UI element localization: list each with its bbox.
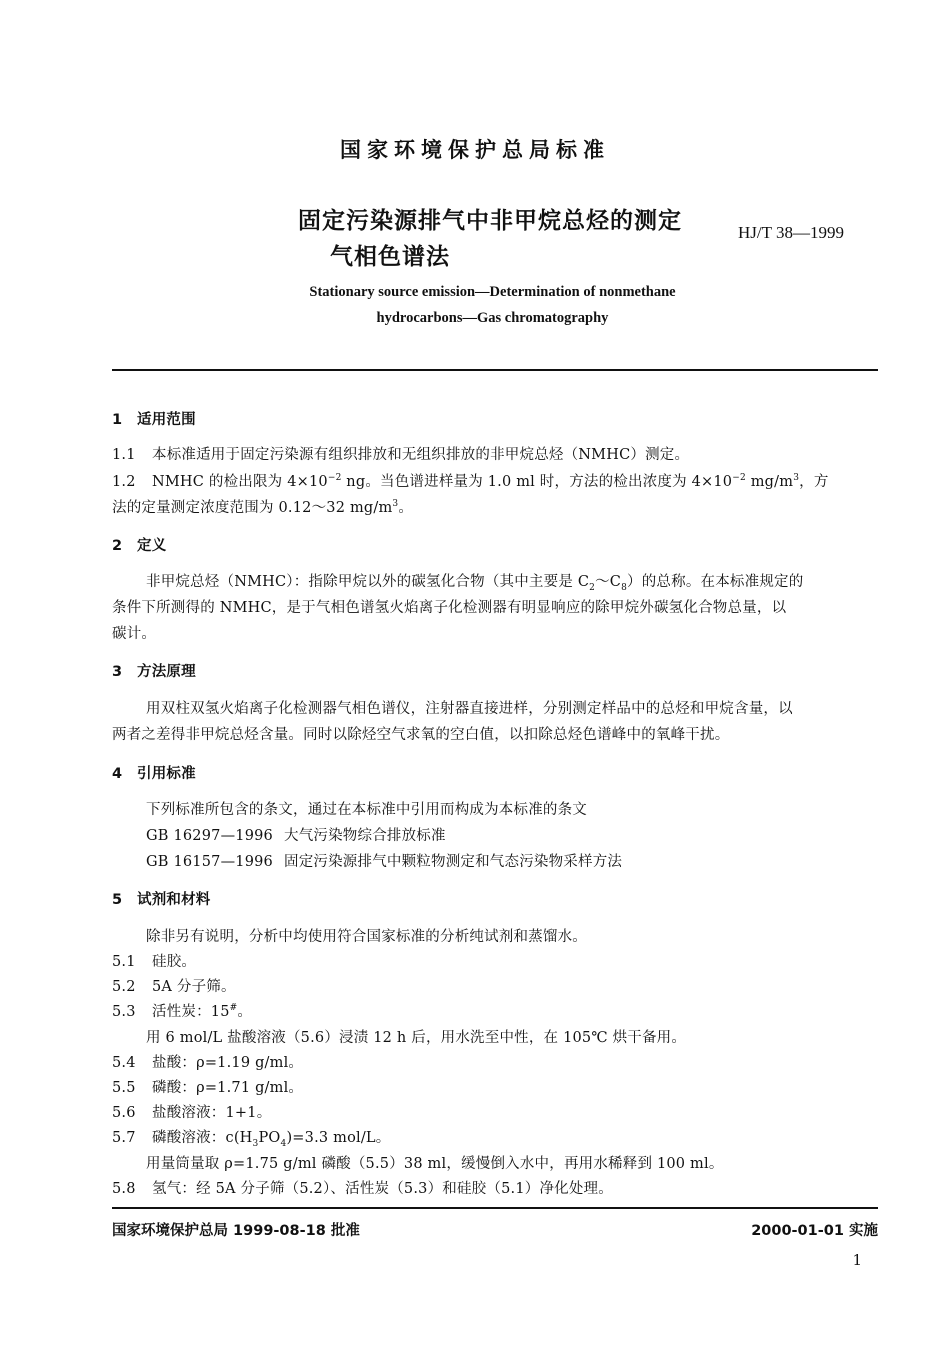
item-text: 磷酸：ρ=1.71 g/ml。 xyxy=(152,1080,304,1096)
clause-1-2 xyxy=(112,470,829,491)
definition-line3: 碳计。 xyxy=(112,626,157,642)
header-divider xyxy=(112,369,878,371)
definition-text: ）的总称。在本标准规定的 xyxy=(627,574,804,590)
subscript: 8 xyxy=(621,582,628,593)
principle-line1: 用双柱双氢火焰离子化检测器气相色谱仪，注射器直接进样，分别测定样品中的总烃和甲烷含量，以 xyxy=(146,701,793,717)
item-text: 硅胶。 xyxy=(152,954,197,970)
subscript: 2 xyxy=(589,582,596,593)
definition-line2: 条件下所测得的 NMHC，是于气相色谱氢火焰离子化检测器有明显响应的除甲烷外碳氢化合物总量，以 xyxy=(112,600,787,616)
reagents-intro: 除非另有说明，分析中均使用符合国家标准的分析纯试剂和蒸馏水。 xyxy=(146,929,587,945)
english-title-line1: Stationary source emission—Determination of nonmethane xyxy=(309,284,676,300)
reagent-item xyxy=(112,1177,613,1198)
clause-number: 1.1 xyxy=(112,447,136,463)
reagent-note: 用 6 mol/L 盐酸溶液（5.6）浸渍 12 h 后，用水洗至中性，在 105℃ 烘干备用。 xyxy=(146,1030,687,1046)
reagent-note: 用量筒量取 ρ=1.75 g/ml 磷酸（5.5）38 ml，缓慢倒入水中，再用水稀释到 100 ml。 xyxy=(146,1156,724,1172)
clause-text: NMHC 的检出限为 4×10 xyxy=(152,474,328,490)
item-text: PO xyxy=(258,1130,281,1146)
footer-divider xyxy=(112,1207,878,1209)
item-text: )=3.3 mol/L。 xyxy=(286,1130,391,1146)
item-text: 。 xyxy=(237,1004,253,1020)
clause-1-2-continued xyxy=(112,496,413,517)
subscript: 4 xyxy=(280,1138,287,1149)
definition-text: ～C xyxy=(595,574,622,590)
definition-text: 非甲烷总烃（NMHC）：指除甲烷以外的碳氢化合物（其中主要是 C xyxy=(146,574,590,590)
item-text: 活性炭：15 xyxy=(152,1004,230,1020)
reagent-item xyxy=(112,1051,303,1072)
item-number: 5.1 xyxy=(112,954,136,970)
reference-title: 固定污染源排气中颗粒物测定和气态污染物采样方法 xyxy=(284,854,623,870)
reagent-item xyxy=(112,950,196,971)
clause-text: 本标准适用于固定污染源有组织排放和无组织排放的非甲烷总烃（NMHC）测定。 xyxy=(152,447,690,463)
document-title-line1: 固定污染源排气中非甲烷总烃的测定 xyxy=(298,208,682,234)
item-text: 磷酸溶液：c(H xyxy=(152,1130,253,1146)
clause-text: mg/m xyxy=(745,474,794,490)
item-superscript: # xyxy=(229,1003,238,1014)
section-5-heading: 5 试剂和材料 xyxy=(112,892,211,908)
item-text: 氢气：经 5A 分子筛（5.2）、活性炭（5.3）和硅胶（5.1）净化处理。 xyxy=(152,1181,613,1197)
item-text: 盐酸：ρ=1.19 g/ml。 xyxy=(152,1055,304,1071)
approval-statement: 国家环境保护总局 1999-08-18 批准 xyxy=(112,1223,360,1239)
exponent: 3 xyxy=(392,499,399,510)
reference-code: GB 16157—1996 xyxy=(146,854,273,870)
clause-text: ng。当色谱进样量为 1.0 ml 时，方法的检出浓度为 4×10 xyxy=(341,474,733,490)
section-3-heading: 3 方法原理 xyxy=(112,664,196,680)
implementation-date: 2000-01-01 实施 xyxy=(751,1223,878,1239)
clause-text: 法的定量测定浓度范围为 0.12～32 mg/m xyxy=(112,500,393,516)
references-intro: 下列标准所包含的条文，通过在本标准中引用而构成为本标准的条文 xyxy=(146,802,587,818)
reference-title: 大气污染物综合排放标准 xyxy=(284,828,446,844)
item-number: 5.7 xyxy=(112,1130,136,1146)
item-number: 5.5 xyxy=(112,1080,136,1096)
principle-line2: 两者之差得非甲烷总烃含量。同时以除烃空气求氧的空白值，以扣除总烃色谱峰中的氧峰干扰。 xyxy=(112,727,730,743)
definition-line1 xyxy=(146,570,803,593)
reference-item xyxy=(146,824,446,845)
clause-text: 。 xyxy=(398,500,414,516)
reagent-item xyxy=(112,1000,252,1021)
reagent-item xyxy=(112,1126,390,1149)
clause-number: 1.2 xyxy=(112,474,136,490)
item-text: 5A 分子筛。 xyxy=(152,979,236,995)
english-title-line2: hydrocarbons—Gas chromatography xyxy=(376,310,609,326)
page-number: 1 xyxy=(852,1251,862,1269)
item-number: 5.4 xyxy=(112,1055,136,1071)
document-title-line2: 气相色谱法 xyxy=(330,244,450,270)
reagent-item xyxy=(112,975,236,996)
exponent: −2 xyxy=(732,473,746,484)
section-4-heading: 4 引用标准 xyxy=(112,766,196,782)
standard-code: HJ/T 38—1999 xyxy=(738,223,844,242)
item-number: 5.3 xyxy=(112,1004,136,1020)
reagent-item xyxy=(112,1076,303,1097)
subscript: 3 xyxy=(252,1138,259,1149)
section-2-heading: 2 定义 xyxy=(112,538,167,554)
clause-text: ，方 xyxy=(799,474,829,490)
clause-1-1 xyxy=(112,443,689,464)
item-number: 5.2 xyxy=(112,979,136,995)
reagent-item xyxy=(112,1101,271,1122)
issuing-agency: 国家环境保护总局标准 xyxy=(340,138,610,162)
reference-code: GB 16297—1996 xyxy=(146,828,273,844)
item-number: 5.8 xyxy=(112,1181,136,1197)
item-text: 盐酸溶液：1+1。 xyxy=(152,1105,272,1121)
exponent: −2 xyxy=(327,473,342,484)
item-number: 5.6 xyxy=(112,1105,136,1121)
reference-item xyxy=(146,850,622,871)
exponent: 3 xyxy=(793,473,800,484)
section-1-heading: 1 适用范围 xyxy=(112,412,196,428)
